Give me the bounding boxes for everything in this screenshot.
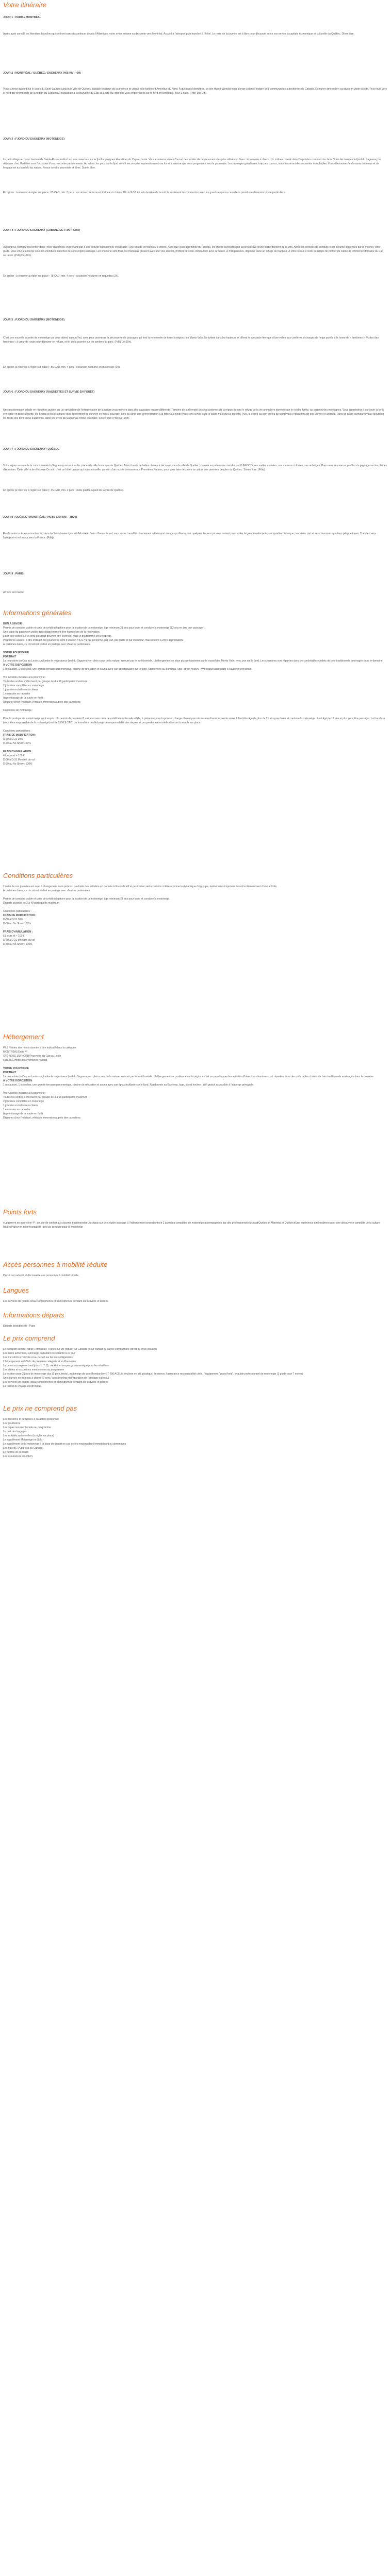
lodging-line: VOTRE POURVOIRIE — [3, 1067, 29, 1070]
price-excludes-line: Les repas non mentionnés au programme — [3, 1426, 51, 1429]
price-includes-line: La carnet de voyage électronique. — [3, 1385, 42, 1388]
general-info-section — [3, 609, 387, 766]
conditions-line: FRAIS DE MODIFICATION : — [3, 914, 37, 917]
highlights-section — [3, 1208, 387, 1229]
lodging-line: À VOTRE DISPOSITION — [3, 1079, 32, 1082]
info-spacer — [3, 725, 387, 729]
info-line: Conditions particulières : — [3, 730, 31, 733]
price-excludes-line: Les frais d’ETA du visa du Canada — [3, 1447, 43, 1450]
info-spacer — [3, 713, 387, 717]
price-excludes-line: Les activités optionnelles (à régler sur place) — [3, 1434, 54, 1437]
day-7-title: JOUR 7 : FJORD DU SAGUENAY / QUÉBEC — [3, 448, 59, 451]
price-includes-line: L’hébergement en hôtels de première catégorie et en Pourvoirie — [3, 1360, 76, 1363]
lodging-line: La pourvoirie du Cap au Leste surplombe le majestueux fjord du Saguenay en plein cœur de la nature, entouré par le forêt boréale. L’hébergement se positionné sur la région en fait un paradis pour les activités d’hiver. Les chambres sont réparties dans de confortables chalets de bois traditionnels aménagés dans le domaine. — [3, 1075, 374, 1078]
general-info-heading: Informations générales — [3, 609, 72, 617]
info-line: 1 excursion en raquette — [3, 692, 30, 696]
info-line: À VOTRE DISPOSITION — [3, 664, 32, 667]
price-includes-lines — [3, 1347, 387, 1388]
lodging-line: PORTRAIT — [3, 1071, 17, 1074]
day-8-body: Fin de votre route en remontant le cours du Saint-Laurent jusqu’à Montréal. Selon l’heure de vol, vous serez transféré directement à l’aéroport ou vous profiterez des quelques heures qui vous restent pour visiter la grande métropole, son quartier historique, ses vieux port et ses charmants quartiers périphériques. Transfert vers l’aéroport et vol retour vers la France. (Pdéj). — [3, 532, 376, 539]
conditions-lines — [3, 885, 387, 946]
info-line: La pourvoirie du Cap au Leste surplombe le majestueux fjord du Saguenay en plein cœur de la nature, entouré par le forêt boréale. L’hébergement se situe plus précisément sur le massif des Monts Valin, avec vue sur le fjord. Les chambres sont réparties dans de confortables chalets de bois traditionnels aménagés dans le domaine. — [3, 659, 383, 663]
info-line: Une copie du passeport valide doit obligatoirement être fournie lors de la réservation. — [3, 631, 101, 634]
conditions-line: Départs garantis de 2 à 49 participants maximum — [3, 902, 59, 905]
day-3-title: JOUR 3 : FJORD DU SAGUENAY (MOTONEIGE) — [3, 138, 65, 141]
info-line: FRAIS DE MODIFICATION : — [3, 734, 37, 737]
price-includes-heading: Le prix comprend — [3, 1334, 55, 1342]
price-includes-line: Une journée en traîneau à chiens (2 pers./ avec briefing et préparation de l’attelage traîneau) — [3, 1377, 109, 1380]
info-line: Déjeuner chez l’habitant, véritable immersion auprès des canadiens — [3, 701, 81, 704]
info-line: Pourboires usuels : à titre indicatif, les pourboires sont d’environ 4 $ à 7 $ par personne, par jour, par guide et par chauffeur, mais restent à votre appréciation. — [3, 639, 184, 642]
info-line: VOTRE POURVOIRIE — [3, 651, 29, 654]
languages-section — [3, 1286, 387, 1303]
day-3-option: En option : à réserver à régler sur place : 85 CAD, min. 5 pers : excursion nocturne en traîneau à chiens. Dîn à 3h30. Ici, à la lumière de la nuit, le sentiment de communion avec les grands espaces canadiens prend une dimension toute particulière. — [3, 191, 286, 194]
conditions-spacer — [3, 893, 387, 897]
day-7-body: Votre séjour au sein de la communauté du Saguenay arrive à sa fin, place à la ville historique de Québec. Mais il reste de belles choses à découvrir dans la ville de Québec, classée au patrimoine mondial par l’UNESCO, ses ruelles animées, ses maisons colorées, ses auberges. Parcourez ses rues et profitez du paysage sur les plaines d’Abraham. Cette ville riche d’histoire Ce soir, c’est un hôtel unique qui vous accueille, au sein d’un musée consacré aux Premières Nations, pour vous faire découvrir la culture des premiers peuples du Québec. Soirée libre. (Pdéj). — [3, 464, 387, 471]
conditions-spacer — [3, 926, 387, 930]
info-spacer — [3, 671, 387, 675]
info-line: Permis de conduire valide et carte de crédit obligatoire pour la location de la motoneige, âge minimum 21 ans pour louer et conduire la motoneige (12 ans en tant que passager). — [3, 626, 205, 630]
info-line: Toutes les sorties s’effectuent par groupe de 4 à 16 participants maximum — [3, 680, 88, 683]
info-line: 41 jours et + 100 € — [3, 754, 25, 757]
languages-heading: Langues — [3, 1286, 29, 1294]
day-5-title: JOUR 5 : FJORD DU SAGUENAY (MOTONEIGE) — [3, 318, 65, 321]
day-1-title: JOUR 1 : PARIS / MONTRÉAL — [3, 16, 42, 19]
languages-text: Les services de guides locaux anglophones et francophones pendant les activités et soirées — [3, 1300, 108, 1303]
day-2-body: Vous suivrez aujourd’hui le cours du Saint-Laurent jusqu’à la ville de Québec, capitale politique de la province et unique ville fortifiée d’Amérique du Nord. À quelques kilomètres, un site Huron-Wendat vous plonge à dans l’histoire des communautés autochtones du Canada. Déjeuner amérindien sur place et visite du site. Puis route vers le nord par promenade de la région du Saguenay. Installation à la pourvoirie du Cap au Leste qui offre des vues imprenables sur le fjord en contrebas, pour 3 nuits. (Pdéj-Déj-Dîn). — [3, 88, 387, 95]
lodging-spacer — [3, 1062, 387, 1066]
departures-heading: Informations départs — [3, 1311, 64, 1319]
price-excludes-section — [3, 1404, 387, 1459]
price-includes-line: Les visites et excursions mentionnées au programme — [3, 1368, 64, 1371]
price-includes-line: La pension complète (sauf jours 1, 7, 8), cocktail et souper gastronomique pour les réveillons — [3, 1364, 109, 1367]
lodging-line: Déjeuner chez l’habitant, véritable immersion auprès des canadiens — [3, 1116, 81, 1120]
price-includes-line: Les transferts à l’arrivée et au départ sur les vols obligatoires — [3, 1356, 73, 1359]
lodging-line: QUÉBEC/Hôtel des Premières nations — [3, 1059, 47, 1062]
day-2-title: JOUR 2 : MONTRÉAL / QUÉBEC / SAGUENAY (465 KM – 6H) — [3, 72, 81, 75]
conditions-line: L’ordre de ces journées est sujet à changement sans préavis. La durée des activités est donnée à titre indicatif et peut varier selon certains critères comme la dynamique du groupe, événements imprévus durant le déroulement d’une activité. — [3, 885, 278, 888]
lodging-line: PILL / Notes des hôtels donnée à titre indicatif dans la catégorie — [3, 1046, 76, 1049]
price-excludes-line: Les pourboires — [3, 1422, 21, 1425]
departures-text: Départs possibles de : Paris — [3, 1325, 36, 1328]
info-spacer — [3, 704, 387, 708]
day-9-title: JOUR 9 : PARIS — [3, 572, 24, 575]
day-6-body: Une passionnante balade en raquettes guidée par un spécialiste de l’interprétation de la nature vous mènera dans des paysages encore différents. Témoins de la diversité des écosystèmes de la région ils sont le refuge de la vie animalière dominée par le roi des forêts, au sommet des montagnes. Vous apprendrez à parcourir la forêt enneigée en toute sécurité, les gestes et les pratiques vous permettront de survivre en milieu sauvage. Lors du dîner une démonstration à la fonte à la neige vous sera servie dans le cadre majestueux du fjord. Puis, la soirée au coin du feu de camp vous réchauffera de ses ultimes et uniques. Dans ce cadre surnaturel vous écouterez les récits des bons vieux d’autrefois, dans les terres du Saguenay, retour au chalet. Soirée libre (Pdéj-Déj-Dîn). — [3, 409, 384, 420]
price-includes-section — [3, 1334, 387, 1388]
general-info-lines — [3, 622, 387, 766]
conditions-section — [3, 872, 387, 946]
conditions-line: Conditions particulières : — [3, 910, 31, 913]
lodging-line: STE-ROSE DU NORD/Pourvoirie du Cap au Leste — [3, 1055, 61, 1058]
day-9-body: Arrivée en France. — [3, 591, 25, 594]
price-excludes-line: Le supplément de la motoneige à la base de départ en cas de tirs responsable l’immobilisant ou dommages — [3, 1443, 126, 1446]
accessibility-heading: Accès personnes à mobilité réduite — [3, 1261, 108, 1268]
info-line: À certaines dates, ce circuit est réalisé en partage avec d’autres partenaires. — [3, 643, 91, 646]
info-spacer — [3, 745, 387, 750]
departures-section — [3, 1311, 387, 1328]
conditions-line: D-60 à D-31 30% — [3, 918, 23, 921]
info-line: FRAIS D’ANNULATION : — [3, 750, 33, 753]
price-excludes-line: Le permis de conduire — [3, 1451, 29, 1454]
info-line: 2 journées complètes en motoneige — [3, 684, 44, 687]
price-excludes-line: Les assurances en option — [3, 1455, 32, 1458]
lodging-line: 1 excursion en raquette — [3, 1108, 30, 1111]
price-includes-line: Le transport aérien France / Montréal / France sur vol régulier Air Canada ou Air transat ou autres compagnies (direct ou avec escales) — [3, 1348, 157, 1351]
day-5-option: En option (à réserver à régler sur place) : 85 CAD, min. 4 pers : excursion nocturne en motoneige (2h). — [3, 366, 121, 369]
day-4-body: Aujourd’hui, plongez tout entier dans l’hiver québécois en prenant part à une activité traditionnelle inoubliable : une balade en traîneau à chiens. Alors que vous approchez de l’enclos, les chiens surexcités par la perspective d’une sortie donnent de la voix. Après les conseils de conduite et de sécurité dispensés par le musher, votre guide, vous vous élancerez sous les étendues blanches de cette région sauvage. Les chiens te sont tous, les traîneaux glissent avec une vive alacrité, profitez de cette communion avec la nature. À midi passées, déjeuner dans un refuge de trappeur. À votre retour, il reste du temps de profiter du calme de l’immense domaine du Cap au Leste. (Pdéj-Déj-Dîn). — [3, 246, 384, 257]
day-6-title: JOUR 6 : FJORD DU SAGUENAY (RAQUETTES ET SURVIE EN FORÊT) — [3, 391, 95, 394]
highlights-text: ●Logement en pourvoirie 4* : un site de confort aux accents traditionnels●Un séjour sur une région sauvage à l’hébergement exceptionnel● 2 journées complètes de motoneige accompagnées par des professionnels locaux●Québec et Montréal et Québec●Une expérience amérindienne pour une découverte complète de la culture locale●Parlez en toute tranquillité : prix de conduite pour la motoneige — [3, 1222, 380, 1229]
day-1-body: Après avoir survolé les étendues blanches qui s’étirent sans discontinuer depuis l’Atlantique, votre avion entame sa descente vers Montréal. Accueil à l’aéroport puis transfert à l’hôtel. Le reste de la journée est à libre pour découvrir selon vos envies la capitale économique et culturelle du Québec. Dîner libre. — [3, 32, 354, 36]
conditions-line: Permis de conduire valide et carte de crédit obligatoire pour la location de la motoneige, âge minimum 21 ans pour louer et conduire la motoneige. — [3, 897, 170, 901]
day-4-option: En option : à réserver à régler sur place : 78 CAD, min. 4 pers : excursion nocturne en raquettes (2h). — [3, 275, 119, 278]
price-includes-line: La location pour 2 jours de motoneige duo (2 pers./moto), motoneige de type Bombardier GT 600 ACE, la coulisse en ski, plastique, l’essence, l’assurance responsabilité civile, l’équipement "grand froid", le guide professionnel de motoneige (1 guide pour 7 motos) — [3, 1372, 303, 1376]
highlights-heading: Points forts — [3, 1208, 37, 1216]
info-spacer — [3, 647, 387, 651]
lodging-line: 2 journées complètes en motoneige — [3, 1100, 44, 1103]
conditions-line: FRAIS D’ANNULATION : — [3, 930, 33, 934]
info-line: Lisez des visites sur le sens du circuit peuvent être inversés, mais le programme sera respecté. — [3, 635, 112, 638]
conditions-line: À certaines dates, ce circuit est réalisé en partage avec d’autres partenaires. — [3, 889, 91, 892]
lodging-line: 1 restaurant, 1 bistro bar, une grande terrasse panoramique, piscine de relaxation et sauna avec vue époustouflante sur le fjord. Randonnée au Bandeau, luge, street hockey ; Wifi gratuit accessible à l’auberge principale. — [3, 1083, 254, 1087]
conditions-line: D-30 au No Show 100% — [3, 922, 31, 925]
accessibility-text: Circuit non adapté et déconseillé aux personnes à mobilité réduite. — [3, 1274, 79, 1277]
info-line: 1 restaurant, 1 bistro bar, une grande terrasse panoramique, piscine de relaxation et sauna avec vue spectaculaire sur le fjord. Randonnée au Bandeau, luge, street hockey ; Wifi gratuit accessible à l’auberge principale. — [3, 668, 252, 671]
info-line: D-30 au No Show : 100% — [3, 762, 32, 766]
info-line: Vos Activités Incluses à la pourvoirie : — [3, 676, 46, 679]
lodging-line: MONTRÉAL/Delta 4* — [3, 1050, 27, 1054]
price-excludes-line: Les boissons et dépenses à caractère personnel — [3, 1418, 59, 1421]
day-8-title: JOUR 8 : QUÉBEC / MONTRÉAL / PARIS (254 KM – 3H30) — [3, 516, 77, 519]
info-line: Apprentissage de la survie en forêt — [3, 697, 43, 700]
lodging-lines — [3, 1046, 387, 1120]
itinerary-heading: Votre itinéraire — [3, 1, 47, 9]
day-4-title: JOUR 4 : FJORD DU SAGUENAY (CABANE DE TRAPPEUR) — [3, 229, 80, 232]
lodging-spacer — [3, 1087, 387, 1091]
info-line: 1 journée en traîneau à chiens — [3, 688, 38, 691]
info-line: D-30 au No Show 100% — [3, 742, 31, 745]
conditions-spacer — [3, 905, 387, 909]
conditions-line: 61 jours et + 100 € — [3, 935, 25, 938]
price-excludes-lines — [3, 1417, 387, 1459]
day-5-body: C’est une nouvelle journée de motoneige qui vous attend aujourd’hui, avec pour promesse la découverte de paysages qui font la renommée de toute la région : les Monts Valin. Ils évitent dans les hauteurs et offrent le spectacle féerique d’une vallée aux conifères si chargés de neige qu’elle a la forme de « fantômes ». Visites des fantômes « à cœur de route pour déjeuner en refuge, et fin de la journée sur les sentiers du parc. (Pdéj-Déj-Dîn). — [3, 336, 379, 344]
lodging-line: 1 journée en traîneau à chiens — [3, 1104, 38, 1107]
price-excludes-line: Le supplément Motoneige en Solo — [3, 1438, 42, 1442]
lodging-section — [3, 1033, 387, 1120]
lodging-line: Vos Activités Incluses à la pourvoirie : — [3, 1092, 46, 1095]
info-line: Pour la pratique de la motoneige sont requis : Un permis de conduire B valide et une carte de crédit internationale valide, à présenter pour la prise en charge. Il n’est pas nécessaire d’avoir le permis moto. Il faut être âgé de plus de 21 ans pour louer et conduire la motoneige. Il est âgé de 12 ans et plus pour être passager. La franchise (vous êtes responsable de la motoneige) est de 2500 $ CAD. Un formulaire de décharge de responsabilité des risques et un questionnaire médical seront à remplir sur place. — [3, 717, 385, 724]
info-line: D-60 à D-31 Montant du vol — [3, 758, 35, 761]
accessibility-section — [3, 1261, 387, 1278]
lodging-heading: Hébergement — [3, 1033, 44, 1041]
info-line: D-60 à D-21 30% — [3, 738, 23, 741]
price-excludes-heading: Le prix ne comprend pas — [3, 1404, 77, 1412]
price-includes-line: Les services de guides locaux anglophones et francophones pendant les activités et soirées — [3, 1381, 108, 1384]
day-3-body: Le petit village au nom chantant de Sainte-Rose-du-Nord est une ouverture sur le fjord à quelques kilomètres du Cap au Leste. Vous essaierez aujourd’hui un des modes de déplacements les plus utilisés en hiver : le traîneau à chiens. Un traîneau mené dans l’esprit des coureurs des bois. Vous découvrirez le fjord du Saguenay, le déjeuner chez l’habitant sera l’occasion d’une rencontre passionnante. Au retour, les yeux sur le fjord seront encore plus impressionnants au fur et à mesure que vous progressez vers la pourvoirie. Les paysages grandioses, trop peu connus, vous laisseront des souvenirs inoubliables. Vous découvrirez le domaine du temps et de l’espace en au bord du lac nature. Retour à votre pourvoirie et dîner. Soirée libre. — [3, 158, 381, 170]
conditions-heading: Conditions particulières — [3, 872, 73, 879]
info-line: PORTRAIT — [3, 655, 17, 658]
day-7-option: En option (à réserver à régler sur place) : 35 CAD, min. 4 pers : visite guidée à pied de la ville de Québec. — [3, 489, 124, 492]
lodging-line: Apprentissage de la survie en forêt — [3, 1112, 43, 1115]
lodging-line: Toutes les sorties s’effectuent par groupe de 4 à 16 participants maximum — [3, 1096, 88, 1099]
conditions-line: D-60 à D-31 Montant du vol — [3, 939, 35, 942]
info-line: BON À SAVOIR — [3, 622, 22, 625]
conditions-line: D-30 au No Show : 100% — [3, 943, 32, 946]
info-line: Conditions de motoneige : — [3, 709, 34, 712]
price-includes-line: Les taxes aériennes, surcharge carburant et solidarité à ce jour — [3, 1352, 75, 1355]
price-excludes-line: Le port des bagages — [3, 1430, 27, 1433]
